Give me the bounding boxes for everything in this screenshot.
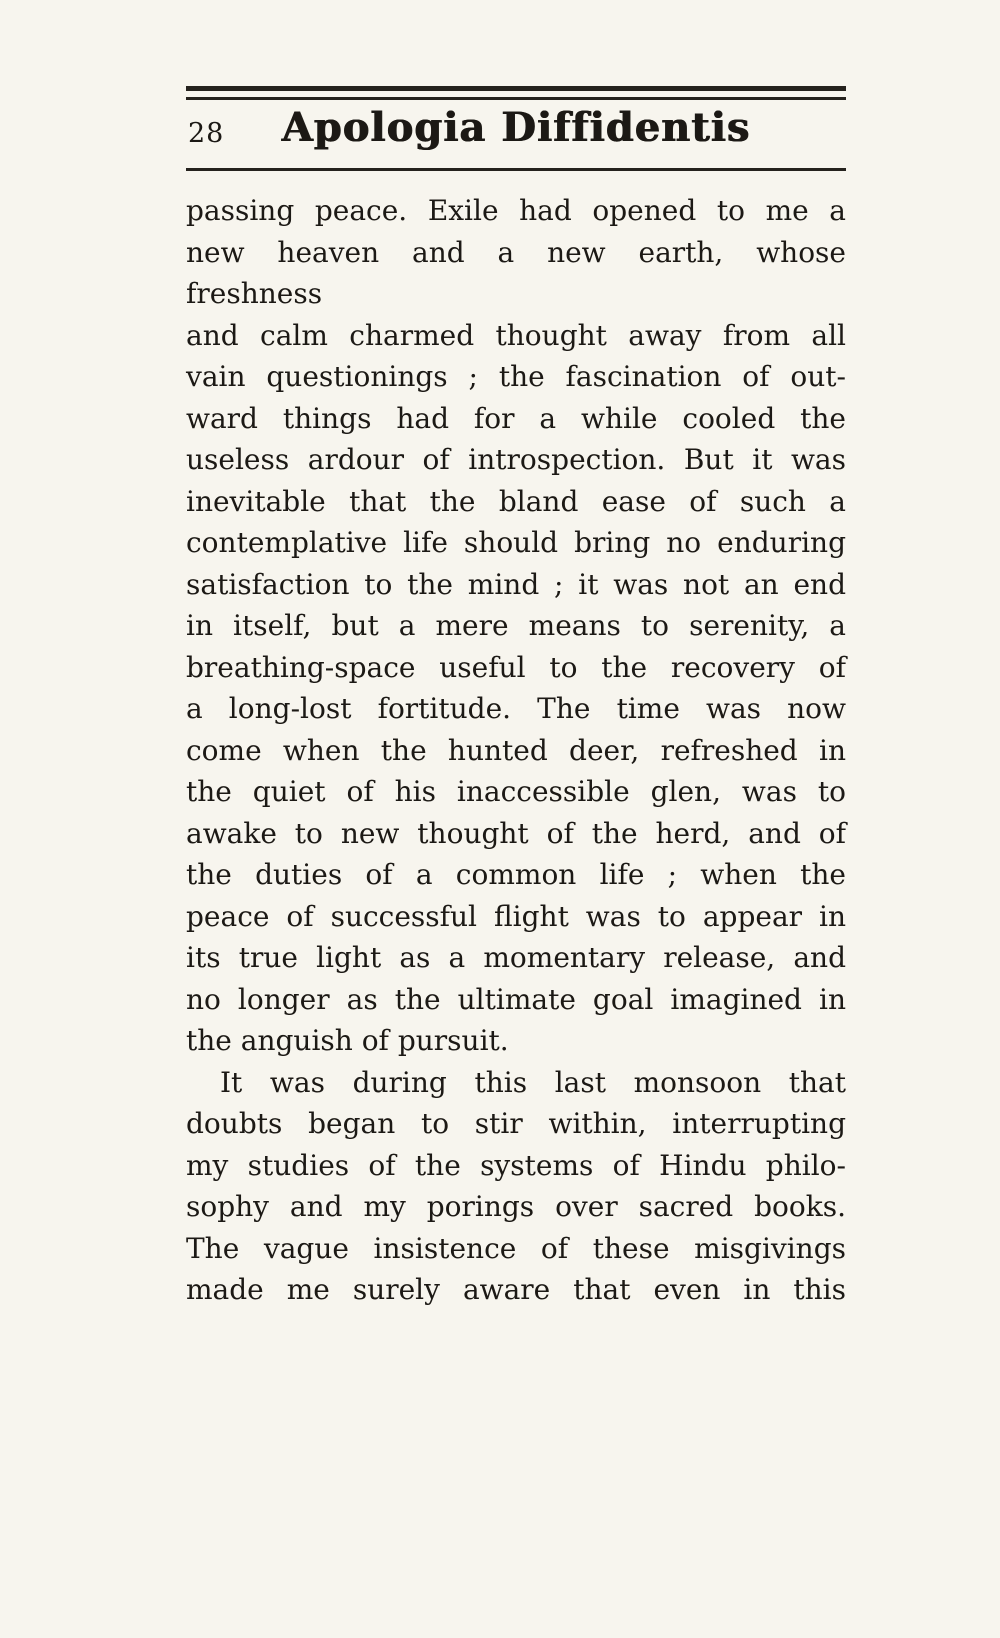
text-line: the quiet of his inaccessible glen, was to: [186, 775, 846, 808]
page-number: 28: [188, 118, 225, 149]
text-line: in itself, but a mere means to serenity, a: [186, 609, 846, 642]
text-line: awake to new thought of the herd, and of: [186, 816, 846, 850]
text-line: no longer as the ultimate goal imagined in: [186, 982, 846, 1016]
text-line: come when the hunted deer, refreshed in: [186, 733, 846, 767]
text-line: new heaven and a new earth, whose freshness: [186, 235, 846, 310]
text-line: doubts began to stir within, interrupting: [186, 1107, 846, 1140]
text-line: made me surely aware that even in this: [186, 1273, 846, 1306]
text-line: useless ardour of introspection. But it was: [186, 443, 846, 476]
text-line: inevitable that the bland ease of such a: [186, 484, 846, 518]
text-line: and calm charmed thought away from all: [186, 318, 846, 352]
page-header: [186, 104, 846, 160]
text-line: its true light as a momentary release, and: [186, 941, 846, 974]
header-rule: [186, 168, 846, 171]
text-line: The vague insistence of these misgivings: [186, 1231, 846, 1265]
text-line: ward things had for a while cooled the: [186, 401, 846, 435]
text-line: my studies of the systems of Hindu philo-: [186, 1148, 846, 1182]
running-title: Apologia Diffidentis: [281, 104, 751, 151]
text-line: the anguish of pursuit.: [186, 1024, 509, 1057]
text-line: vain questionings ; the fascination of out-: [186, 360, 846, 393]
text-line: contemplative life should bring no enduring: [186, 526, 846, 559]
text-line: satisfaction to the mind ; it was not an end: [186, 567, 846, 601]
text-line: sophy and my porings over sacred books.: [186, 1190, 846, 1223]
text-line: It was during this last monsoon that: [220, 1065, 846, 1099]
text-line: breathing-space useful to the recovery of: [186, 650, 846, 684]
top-double-rule: [186, 86, 846, 100]
text-line: peace of successful flight was to appear in: [186, 899, 846, 933]
text-line: the duties of a common life ; when the: [186, 858, 846, 891]
body-text: [186, 190, 846, 1311]
text-line: passing peace. Exile had opened to me a: [186, 194, 846, 227]
text-line: a long-lost fortitude. The time was now: [186, 692, 846, 725]
